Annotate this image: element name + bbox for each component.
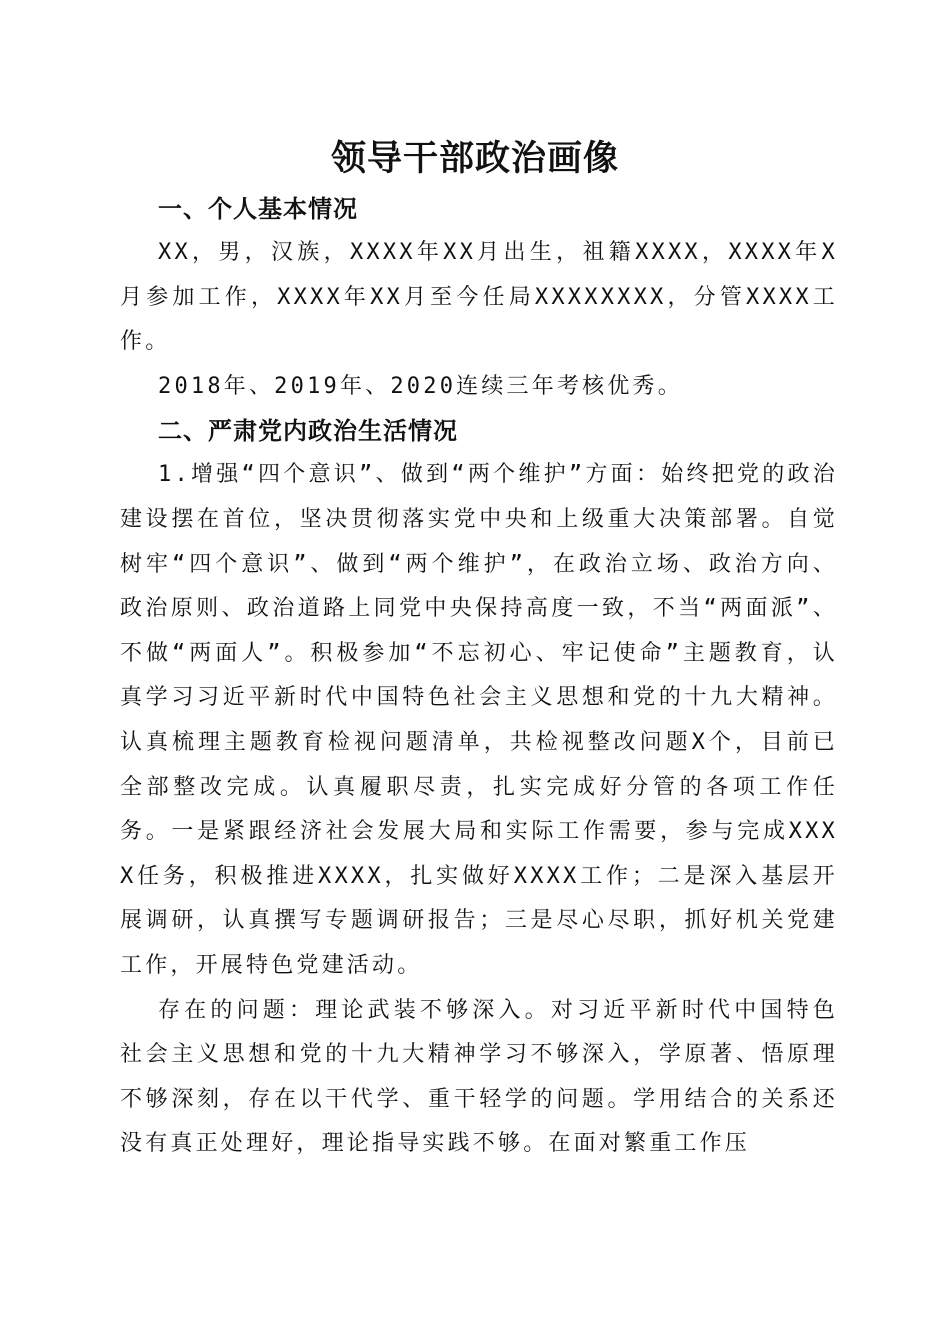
document-body — [120, 187, 838, 1167]
paragraph-four-consciousness: 1.增强“四个意识”、做到“两个维护”方面：始终把党的政治建设摆在首位，坚决贯彻落实党中央和上级重大决策部署。自觉树牢“四个意识”、做到“两个维护”，在政治立场、政治方向、政治原则、政治道路上同党中央保持高度一致，不当“两面派”、不做“两面人”。积极参加“不忘初心、牢记使命”主题教育，认真学习习近平新时代中国特色社会主义思想和党的十九大精神。认真梳理主题教育检视问题清单，共检视整改问题X个，目前已全部整改完成。认真履职尽责，扎实完成好分管的各项工作任务。一是紧跟经济社会发展大局和实际工作需要，参与完成XXXX任务，积极推进XXXX，扎实做好XXXX工作；二是深入基层开展调研，认真撰写专题调研报告；三是尽心尽职，抓好机关党建工作，开展特色党建活动。 — [120, 462, 838, 978]
section-heading-political-life: 二、严肃党内政治生活情况 — [158, 417, 458, 446]
paragraph-existing-problems: 存在的问题：理论武装不够深入。对习近平新时代中国特色社会主义思想和党的十九大精神学习不够深入，学原著、悟原理不够深刻，存在以干代学、重干轻学的问题。学用结合的关系还没有真正处理好，理论指导实践不够。在面对繁重工作压 — [120, 997, 838, 1157]
paragraph-assessment: 2018年、2019年、2020连续三年考核优秀。 — [158, 373, 683, 399]
paragraph-personal-info: XX，男，汉族，XXXX年XX月出生，祖籍XXXX，XXXX年X月参加工作，XXXX年XX月至今任局XXXXXXXX，分管XXXX工作。 — [120, 240, 838, 355]
document-title: 领导干部政治画像 — [330, 138, 619, 179]
section-heading-personal-info: 一、个人基本情况 — [158, 195, 358, 223]
